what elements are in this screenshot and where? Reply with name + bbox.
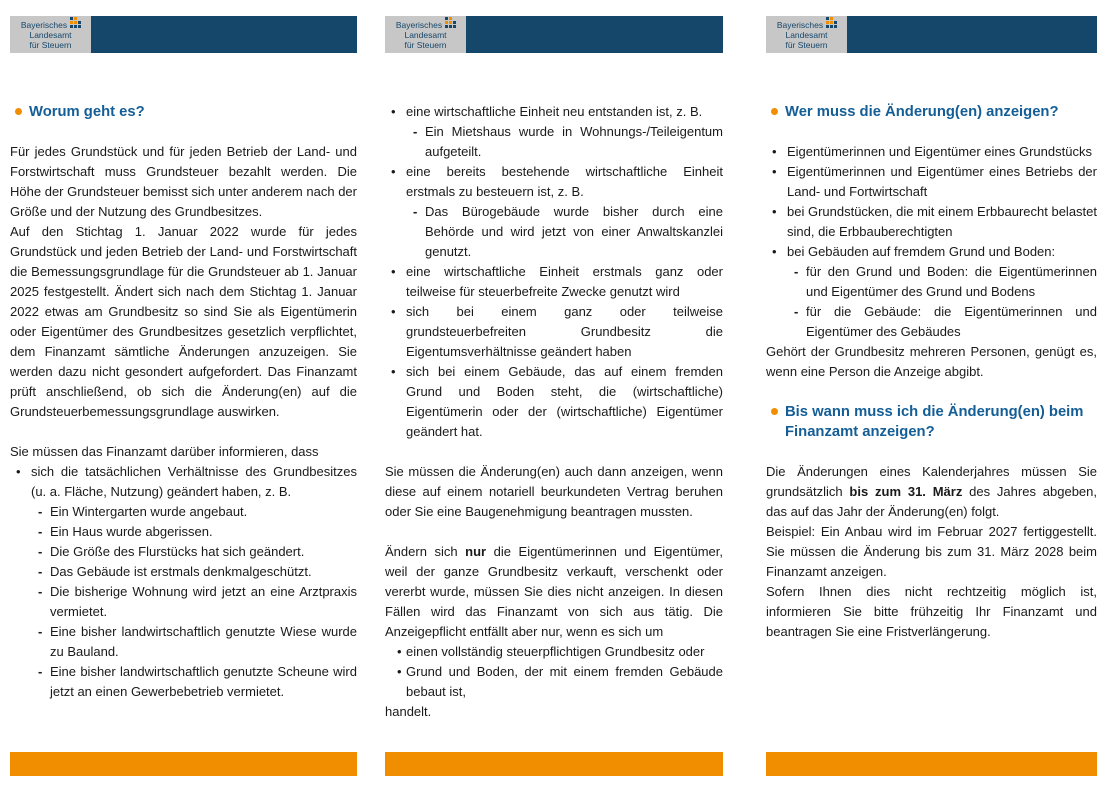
list-subitem: - für den Grund und Boden: die Eigentümerinnen und Eigentümer des Grund und Bodens xyxy=(794,262,1097,302)
paragraph: Sie müssen das Finanzamt darüber informieren, dass xyxy=(10,444,319,459)
logo-text-fuer-steuern: für Steuern xyxy=(785,40,828,50)
list-item: • eine bereits bestehende wirtschaftliche Einheit erstmals zu besteuern ist, z. B. xyxy=(385,162,723,202)
inner-list-item: • einen vollständig steuerpflichtigen Grundbesitz oder xyxy=(397,642,723,662)
paragraph: Für jedes Grundstück und für jeden Betrieb der Land- und Forstwirtschaft muss Grundsteuer bezahlt werden. Die Höhe der Grundsteuer bemisst sich unter anderem nach der Größe und der Nutzung des Grundbesitzes. xyxy=(10,144,357,219)
brochure-panel-2 xyxy=(385,0,723,789)
list-dash-icon: - xyxy=(413,204,418,219)
list-dash-icon: - xyxy=(794,304,799,319)
logo-dots-icon xyxy=(445,17,456,28)
closing-word: handelt. xyxy=(385,704,432,719)
list-subitem: - Eine bisher landwirtschaftlich genutzte Scheune wird jetzt an einen Gewerbebetrieb vermietet. xyxy=(38,662,357,702)
list-bullet-icon: • xyxy=(772,244,777,259)
list-bullet-icon: • xyxy=(397,664,402,679)
brochure-panel-1 xyxy=(10,0,357,789)
orange-bullet-icon xyxy=(15,108,22,115)
logo-line-1 xyxy=(777,20,836,30)
list-dash-icon: - xyxy=(38,664,43,679)
bold-text-nur: nur xyxy=(465,544,487,559)
list-bullet-icon: • xyxy=(391,364,396,379)
paragraph-with-bold xyxy=(766,462,1097,522)
list-dash-icon: - xyxy=(38,524,43,539)
list-subitem: - Ein Mietshaus wurde in Wohnungs-/Teileigentum aufgeteilt. xyxy=(413,122,723,162)
list-dash-icon: - xyxy=(413,124,418,139)
list-bullet-icon: • xyxy=(16,464,21,479)
section-heading-worum xyxy=(10,102,357,122)
logo-text-landesamt: Landesamt xyxy=(29,30,72,40)
footer-orange-bar xyxy=(385,752,723,776)
panel-1-content xyxy=(10,102,357,702)
logo-text-fuer-steuern: für Steuern xyxy=(29,40,72,50)
logo-text-bayerisches: Bayerisches xyxy=(395,20,443,30)
paragraph: Sofern Ihnen dies nicht rechtzeitig möglich ist, informieren Sie bitte frühzeitig Ihr Finanzamt und beantragen Sie eine Fristverlängerung. xyxy=(766,584,1097,639)
list-bullet-icon: • xyxy=(397,644,402,659)
list-dash-icon: - xyxy=(38,504,43,519)
inner-list-item: • Grund und Boden, der mit einem fremden Gebäude bebaut ist, xyxy=(397,662,723,702)
list-item: • bei Gebäuden auf fremdem Grund und Boden: xyxy=(766,242,1097,262)
list-subitem: - Die bisherige Wohnung wird jetzt an eine Arztpraxis vermietet. xyxy=(38,582,357,622)
header-band xyxy=(766,16,1097,53)
text-segment: des Jahres abgeben, das auf das Jahr der Änderung(en) folgt. xyxy=(766,484,1097,519)
list-dash-icon: - xyxy=(38,544,43,559)
list-dash-icon: - xyxy=(38,564,43,579)
list-dash-icon: - xyxy=(794,264,799,279)
bold-text-deadline: bis zum 31. März xyxy=(849,484,963,499)
agency-logo xyxy=(766,16,847,53)
logo-line-1 xyxy=(396,20,455,30)
list-bullet-icon: • xyxy=(772,164,777,179)
paragraph: Auf den Stichtag 1. Januar 2022 wurde für jedes Grundstück und jeden Betrieb der Land- und Forstwirtschaft die Bemessungsgrundlage für die Grundsteuer ab 1. Januar 2025 festgestellt. Ändert sich nach dem Stichtag 1. Januar 2022 etwas am Grundbesitz so sind Sie als Eigentümerin oder Eigentümer des Grundbesitzes gesetzlich verpflichtet, dem Finanzamt sämtliche Änderungen anzuzeigen. Sie werden dazu nicht gesondert aufgefordert. Das Finanzamt prüft anschließend, ob sich die Änderung(en) auf die Grundsteuerbemessungsgrundlage auswirken. xyxy=(10,224,357,419)
logo-line-1 xyxy=(21,20,80,30)
logo-text-fuer-steuern: für Steuern xyxy=(404,40,447,50)
list-subitem: - Eine bisher landwirtschaftlich genutzte Wiese wurde zu Bauland. xyxy=(38,622,357,662)
section-heading-wer xyxy=(766,102,1097,122)
list-subitem: - Ein Haus wurde abgerissen. xyxy=(38,522,357,542)
list-item: • bei Grundstücken, die mit einem Erbbaurecht belastet sind, die Erbbauberechtigten xyxy=(766,202,1097,242)
list-item: • eine wirtschaftliche Einheit neu entstanden ist, z. B. xyxy=(385,102,723,122)
list-subitem: - für die Gebäude: die Eigentümerinnen und Eigentümer des Gebäudes xyxy=(794,302,1097,342)
section-heading-text: Bis wann muss ich die Änderung(en) beim Finanzamt anzeigen? xyxy=(785,404,1084,440)
list-subitem: - Ein Wintergarten wurde angebaut. xyxy=(38,502,357,522)
text-segment: Ändern sich xyxy=(385,544,466,559)
list-item: • Eigentümerinnen und Eigentümer eines Grundstücks xyxy=(766,142,1097,162)
panel-2-content xyxy=(385,102,723,722)
list-subitem: - Das Bürogebäude wurde bisher durch eine Behörde und wird jetzt von einer Anwaltskanzlei genutzt. xyxy=(413,202,723,262)
list-item: • sich bei einem ganz oder teilweise grundsteuerbefreiten Grundbesitz die Eigentumsverhältnisse geändert haben xyxy=(385,302,723,362)
list-bullet-icon: • xyxy=(772,144,777,159)
logo-text-bayerisches: Bayerisches xyxy=(776,20,824,30)
text-segment: die Eigentümerinnen und Eigentümer, weil der ganze Grundbesitz verkauft, verschenkt oder vererbt wurde, müssen Sie dies nicht anzeigen. In diesen Fällen wird das Finanzamt von sich aus tätig. Die Anzeigepflicht entfällt aber nur, wenn es sich um xyxy=(385,544,723,639)
list-dash-icon: - xyxy=(38,624,43,639)
list-item: • Eigentümerinnen und Eigentümer eines Betriebs der Land- und Fortwirtschaft xyxy=(766,162,1097,202)
paragraph: Gehört der Grundbesitz mehreren Personen, genügt es, wenn eine Person die Anzeige abgibt. xyxy=(766,344,1097,379)
list-item: • sich bei einem Gebäude, das auf einem fremden Grund und Boden steht, die (wirtschaftliche) Eigentümerin oder der (wirtschaftliche) Eigentümer geändert hat. xyxy=(385,362,723,442)
agency-logo xyxy=(10,16,91,53)
paragraph: Sie müssen die Änderung(en) auch dann anzeigen, wenn diese auf einem notariell beurkundeten Vertrag beruhen oder Sie eine Baugenehmigung beantragen mussten. xyxy=(385,464,723,519)
section-heading-text: Wer muss die Änderung(en) anzeigen? xyxy=(785,104,1059,120)
list-dash-icon: - xyxy=(38,584,43,599)
footer-orange-bar xyxy=(766,752,1097,776)
list-subitem: - Das Gebäude ist erstmals denkmalgeschützt. xyxy=(38,562,357,582)
list-item: • sich die tatsächlichen Verhältnisse des Grundbesitzes (u. a. Fläche, Nutzung) geändert haben, z. B. xyxy=(10,462,357,502)
section-heading-text: Worum geht es? xyxy=(29,104,145,120)
list-bullet-icon: • xyxy=(391,104,396,119)
list-item: • eine wirtschaftliche Einheit erstmals ganz oder teilweise für steuerbefreite Zwecke genutzt wird xyxy=(385,262,723,302)
list-bullet-icon: • xyxy=(391,164,396,179)
logo-text-landesamt: Landesamt xyxy=(404,30,447,40)
brochure-panel-3 xyxy=(766,0,1097,789)
footer-orange-bar xyxy=(10,752,357,776)
panel-3-content xyxy=(766,102,1097,642)
list-bullet-icon: • xyxy=(772,204,777,219)
list-bullet-icon: • xyxy=(391,264,396,279)
list-subitem: - Die Größe des Flurstücks hat sich geändert. xyxy=(38,542,357,562)
paragraph: Beispiel: Ein Anbau wird im Februar 2027 fertiggestellt. Sie müssen die Änderung bis zum 31. März 2028 beim Finanzamt anzeigen. xyxy=(766,524,1097,579)
orange-bullet-icon xyxy=(771,408,778,415)
orange-bullet-icon xyxy=(771,108,778,115)
logo-dots-icon xyxy=(826,17,837,28)
header-band xyxy=(10,16,357,53)
section-heading-biswann xyxy=(766,402,1097,442)
paragraph-with-bold xyxy=(385,542,723,642)
logo-dots-icon xyxy=(70,17,81,28)
logo-text-bayerisches: Bayerisches xyxy=(20,20,68,30)
logo-text-landesamt: Landesamt xyxy=(785,30,828,40)
text-segment: Die Änderungen eines Kalenderjahres müssen Sie grundsätzlich xyxy=(766,464,1097,499)
agency-logo xyxy=(385,16,466,53)
list-bullet-icon: • xyxy=(391,304,396,319)
header-band xyxy=(385,16,723,53)
